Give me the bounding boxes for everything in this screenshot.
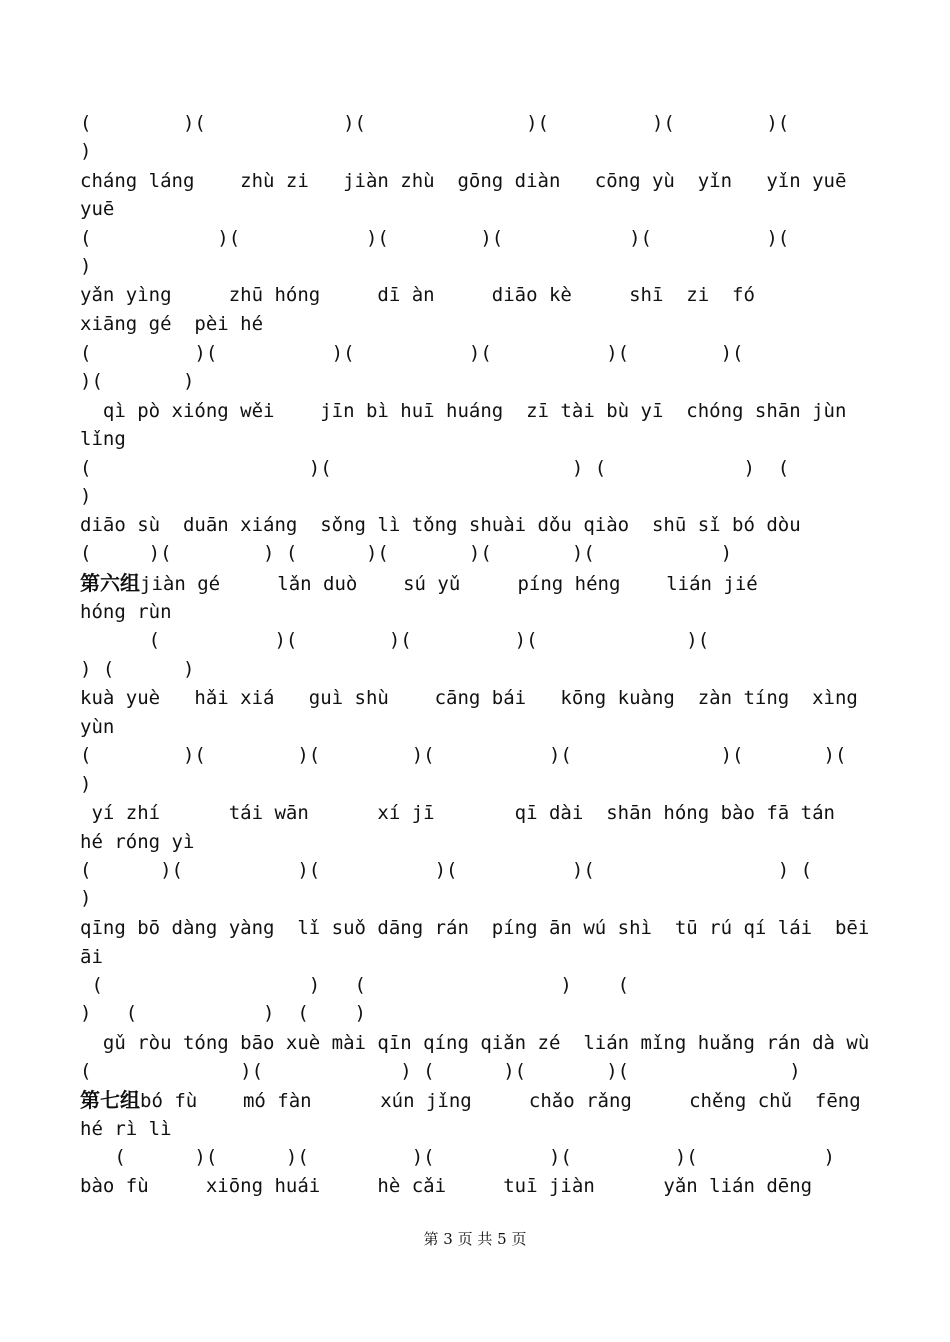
text-line: ) xyxy=(80,887,92,909)
text-line: ) ( ) ( ) xyxy=(80,1002,366,1024)
text-line: ( )( )( )( )( )( xyxy=(80,112,790,134)
text-line: ) xyxy=(80,485,92,507)
text-line: ) xyxy=(80,140,92,162)
page-footer: 第 3 页 共 5 页 xyxy=(423,1230,527,1248)
group-7-title: 第七组 xyxy=(80,1088,140,1112)
text-line: )( ) xyxy=(80,370,195,392)
text-line: yuē xyxy=(80,198,115,220)
text-line: hé rì lì xyxy=(80,1118,172,1140)
text-line: lǐng xyxy=(80,428,126,450)
text-line: ( )( )( )( )( )( xyxy=(80,227,790,249)
text-line: ( )( )( )( )( )( ) xyxy=(80,1146,835,1168)
text-line: yùn xyxy=(80,716,115,738)
text-line: gǔ ròu tóng bāo xuè mài qīn qíng qiǎn zé lián mǐng huǎng rán dà wù xyxy=(80,1032,870,1054)
text-line: ) ( ) xyxy=(80,658,195,680)
text-line: ( )( ) ( ) ( xyxy=(80,457,790,479)
group-6-line xyxy=(80,569,880,598)
text-line: hé róng yì xyxy=(80,831,195,853)
text-line: yǎn yìng zhū hóng dī àn diāo kè shī zi fó xyxy=(80,284,755,306)
text-line: āi xyxy=(80,946,103,968)
text-line: ( )( )( )( )( )( xyxy=(80,342,744,364)
text-line: ) xyxy=(80,773,92,795)
text-line: qīng bō dàng yàng lǐ suǒ dāng rán píng ān wú shì tū rú qí lái bēi xyxy=(80,917,870,939)
text-line: ( )( )( )( )( ) ( xyxy=(80,859,813,881)
text-line: diāo sù duān xiáng sǒng lì tǒng shuài dǒu qiào shū sǐ bó dòu xyxy=(80,514,801,536)
text-line: yí zhí tái wān xí jī qī dài shān hóng bào fā tán xyxy=(80,802,835,824)
text-line: kuà yuè hǎi xiá guì shù cāng bái kōng kuàng zàn tíng xìng xyxy=(80,687,858,709)
text-line: cháng láng zhù zi jiàn zhù gōng diàn cōng yù yǐn yǐn yuē xyxy=(80,170,847,192)
text-line: ( )( )( )( )( )( )( xyxy=(80,744,847,766)
text-segment: jiàn gé lǎn duò sú yǔ píng héng lián jié xyxy=(140,573,758,595)
group-6-title: 第六组 xyxy=(80,571,140,595)
text-line: ( )( )( )( )( xyxy=(80,629,710,651)
text-line: bào fù xiōng huái hè cǎi tuī jiàn yǎn lián dēng xyxy=(80,1175,813,1197)
text-line: ( )( ) ( )( )( ) xyxy=(80,1060,801,1082)
text-line: hóng rùn xyxy=(80,601,172,623)
text-line: ( ) ( ) ( xyxy=(80,974,630,996)
text-line: xiāng gé pèi hé xyxy=(80,313,264,335)
text-segment: bó fù mó fàn xún jǐng chǎo rǎng chěng chǔ fēng xyxy=(140,1090,861,1112)
group-7-line xyxy=(80,1086,880,1115)
text-line: ( )( ) ( )( )( )( ) xyxy=(80,542,733,564)
text-line: ) xyxy=(80,255,92,277)
text-line: qì pò xióng wěi jīn bì huī huáng zī tài bù yī chóng shān jùn xyxy=(80,400,847,422)
